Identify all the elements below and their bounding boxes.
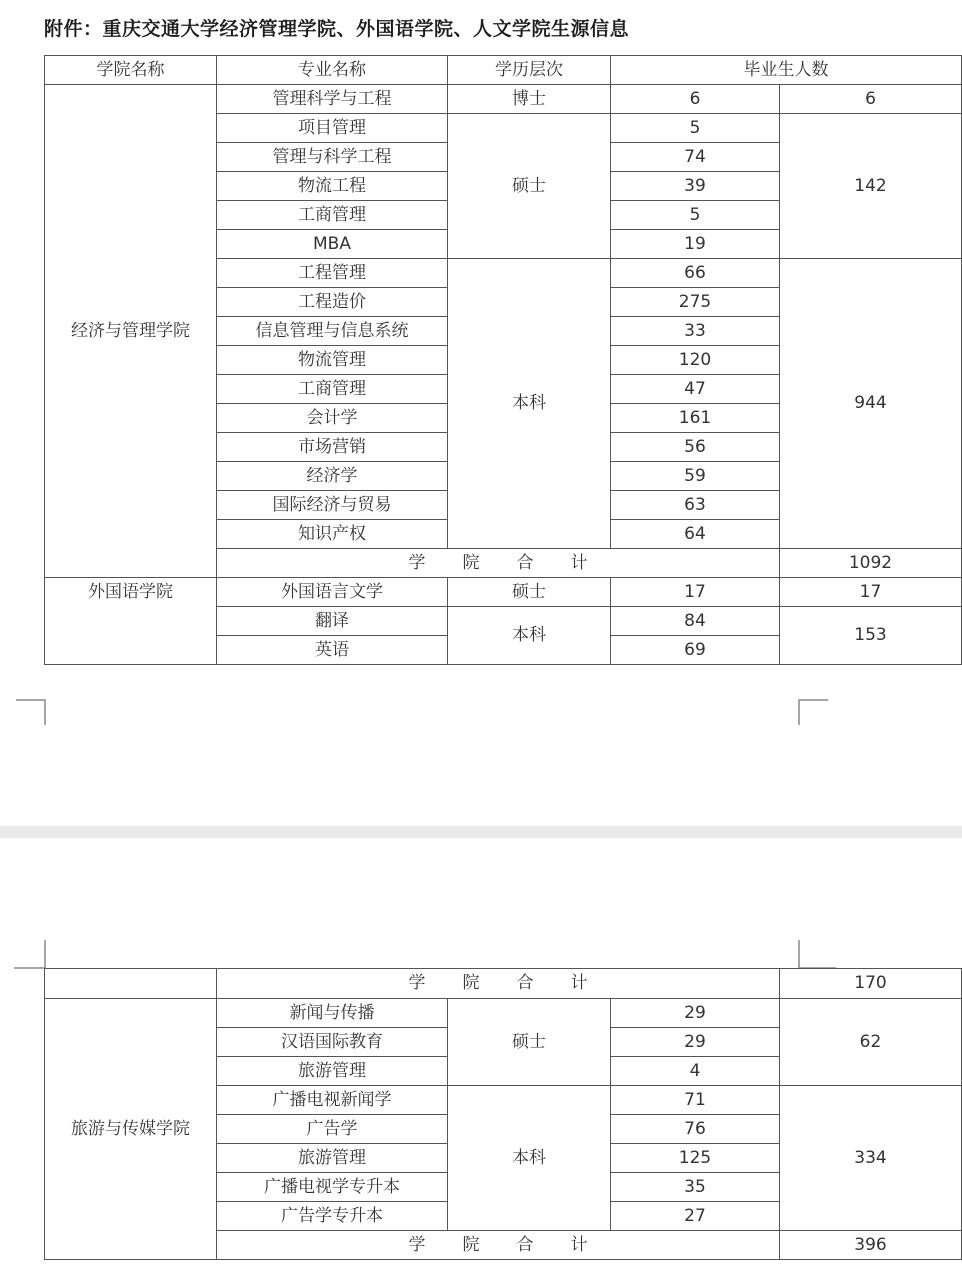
subtotal-label [217, 1231, 780, 1260]
major-name: 市场营销 [217, 433, 448, 462]
major-name: 物流管理 [217, 346, 448, 375]
major-name: 广告学 [217, 1115, 448, 1144]
major-name: 管理与科学工程 [217, 143, 448, 172]
crop-mark-right-bottom [796, 940, 836, 970]
major-count: 39 [611, 172, 780, 201]
major-count: 17 [611, 578, 780, 607]
level-total: 334 [780, 1086, 962, 1231]
major-name: 汉语国际教育 [217, 1028, 448, 1057]
major-name: 国际经济与贸易 [217, 491, 448, 520]
college-name-econ: 经济与管理学院 [45, 85, 217, 578]
major-name: MBA [217, 230, 448, 259]
college-name-tourism: 旅游与传媒学院 [45, 999, 217, 1260]
major-name: 经济学 [217, 462, 448, 491]
table-header-row [45, 56, 962, 85]
table-row [45, 85, 962, 114]
major-count: 4 [611, 1057, 780, 1086]
level-total: 6 [780, 85, 962, 114]
level-total: 153 [780, 607, 962, 665]
subtotal-char: 院 [462, 973, 480, 993]
major-name: 新闻与传播 [217, 999, 448, 1028]
major-count: 76 [611, 1115, 780, 1144]
major-name: 英语 [217, 636, 448, 665]
level-cell: 本科 [448, 1086, 611, 1231]
major-count: 63 [611, 491, 780, 520]
major-count: 5 [611, 114, 780, 143]
header-level: 学历层次 [448, 56, 611, 85]
major-count: 47 [611, 375, 780, 404]
subtotal-value: 170 [780, 969, 962, 999]
major-count: 35 [611, 1173, 780, 1202]
major-count: 64 [611, 520, 780, 549]
document-title: 附件：重庆交通大学经济管理学院、外国语学院、人文学院生源信息 [44, 18, 630, 40]
level-cell: 硕士 [448, 578, 611, 607]
major-name: 外国语言文学 [217, 578, 448, 607]
major-name: 旅游管理 [217, 1057, 448, 1086]
major-count: 59 [611, 462, 780, 491]
subtotal-char: 学 [408, 1234, 426, 1255]
major-name: 工程造价 [217, 288, 448, 317]
subtotal-value: 396 [780, 1231, 962, 1260]
subtotal-row [45, 969, 962, 999]
page-separator [0, 826, 962, 838]
major-name: 项目管理 [217, 114, 448, 143]
level-cell: 硕士 [448, 114, 611, 259]
subtotal-char: 计 [570, 1234, 588, 1255]
major-name: 管理科学与工程 [217, 85, 448, 114]
level-cell: 本科 [448, 607, 611, 665]
major-count: 161 [611, 404, 780, 433]
header-college: 学院名称 [45, 56, 217, 85]
subtotal-char: 学 [408, 552, 426, 573]
header-major: 专业名称 [217, 56, 448, 85]
college-name-foreign: 外国语学院 [45, 578, 217, 665]
major-count: 66 [611, 259, 780, 288]
subtotal-value: 1092 [780, 549, 962, 578]
major-name: 工商管理 [217, 201, 448, 230]
major-name: 工商管理 [217, 375, 448, 404]
level-total: 944 [780, 259, 962, 549]
major-count: 84 [611, 607, 780, 636]
major-count: 56 [611, 433, 780, 462]
major-count: 5 [611, 201, 780, 230]
major-name: 物流工程 [217, 172, 448, 201]
major-count: 27 [611, 1202, 780, 1231]
table-row [45, 578, 962, 607]
major-count: 275 [611, 288, 780, 317]
crop-mark-right [796, 694, 830, 726]
level-total: 142 [780, 114, 962, 259]
subtotal-char: 计 [570, 552, 588, 573]
level-total: 62 [780, 999, 962, 1086]
crop-mark-left [14, 694, 48, 726]
subtotal-char: 合 [516, 1234, 534, 1255]
level-cell: 硕士 [448, 999, 611, 1086]
major-name: 信息管理与信息系统 [217, 317, 448, 346]
major-name: 广播电视新闻学 [217, 1086, 448, 1115]
major-name: 广告学专升本 [217, 1202, 448, 1231]
major-name: 工程管理 [217, 259, 448, 288]
major-name: 广播电视学专升本 [217, 1173, 448, 1202]
major-count: 29 [611, 999, 780, 1028]
major-name: 知识产权 [217, 520, 448, 549]
major-count: 71 [611, 1086, 780, 1115]
major-name: 会计学 [217, 404, 448, 433]
major-count: 125 [611, 1144, 780, 1173]
subtotal-char: 院 [462, 1234, 480, 1255]
major-count: 120 [611, 346, 780, 375]
subtotal-char: 学 [408, 973, 426, 993]
level-cell: 本科 [448, 259, 611, 549]
major-count: 33 [611, 317, 780, 346]
subtotal-char: 合 [516, 552, 534, 573]
table-row [45, 999, 962, 1028]
major-count: 74 [611, 143, 780, 172]
major-name: 旅游管理 [217, 1144, 448, 1173]
subtotal-char: 院 [462, 552, 480, 573]
subtotal-char: 计 [570, 973, 588, 993]
major-name: 翻译 [217, 607, 448, 636]
enrollment-table-page1 [44, 55, 962, 665]
major-count: 6 [611, 85, 780, 114]
level-cell: 博士 [448, 85, 611, 114]
enrollment-table-page2 [44, 968, 962, 1260]
major-count: 29 [611, 1028, 780, 1057]
level-total: 17 [780, 578, 962, 607]
major-count: 19 [611, 230, 780, 259]
college-name-empty [45, 969, 217, 999]
subtotal-label [217, 969, 780, 999]
header-graduates: 毕业生人数 [611, 56, 962, 85]
major-count: 69 [611, 636, 780, 665]
subtotal-label [217, 549, 780, 578]
subtotal-char: 合 [516, 973, 534, 993]
crop-mark-left-bottom [14, 940, 48, 970]
